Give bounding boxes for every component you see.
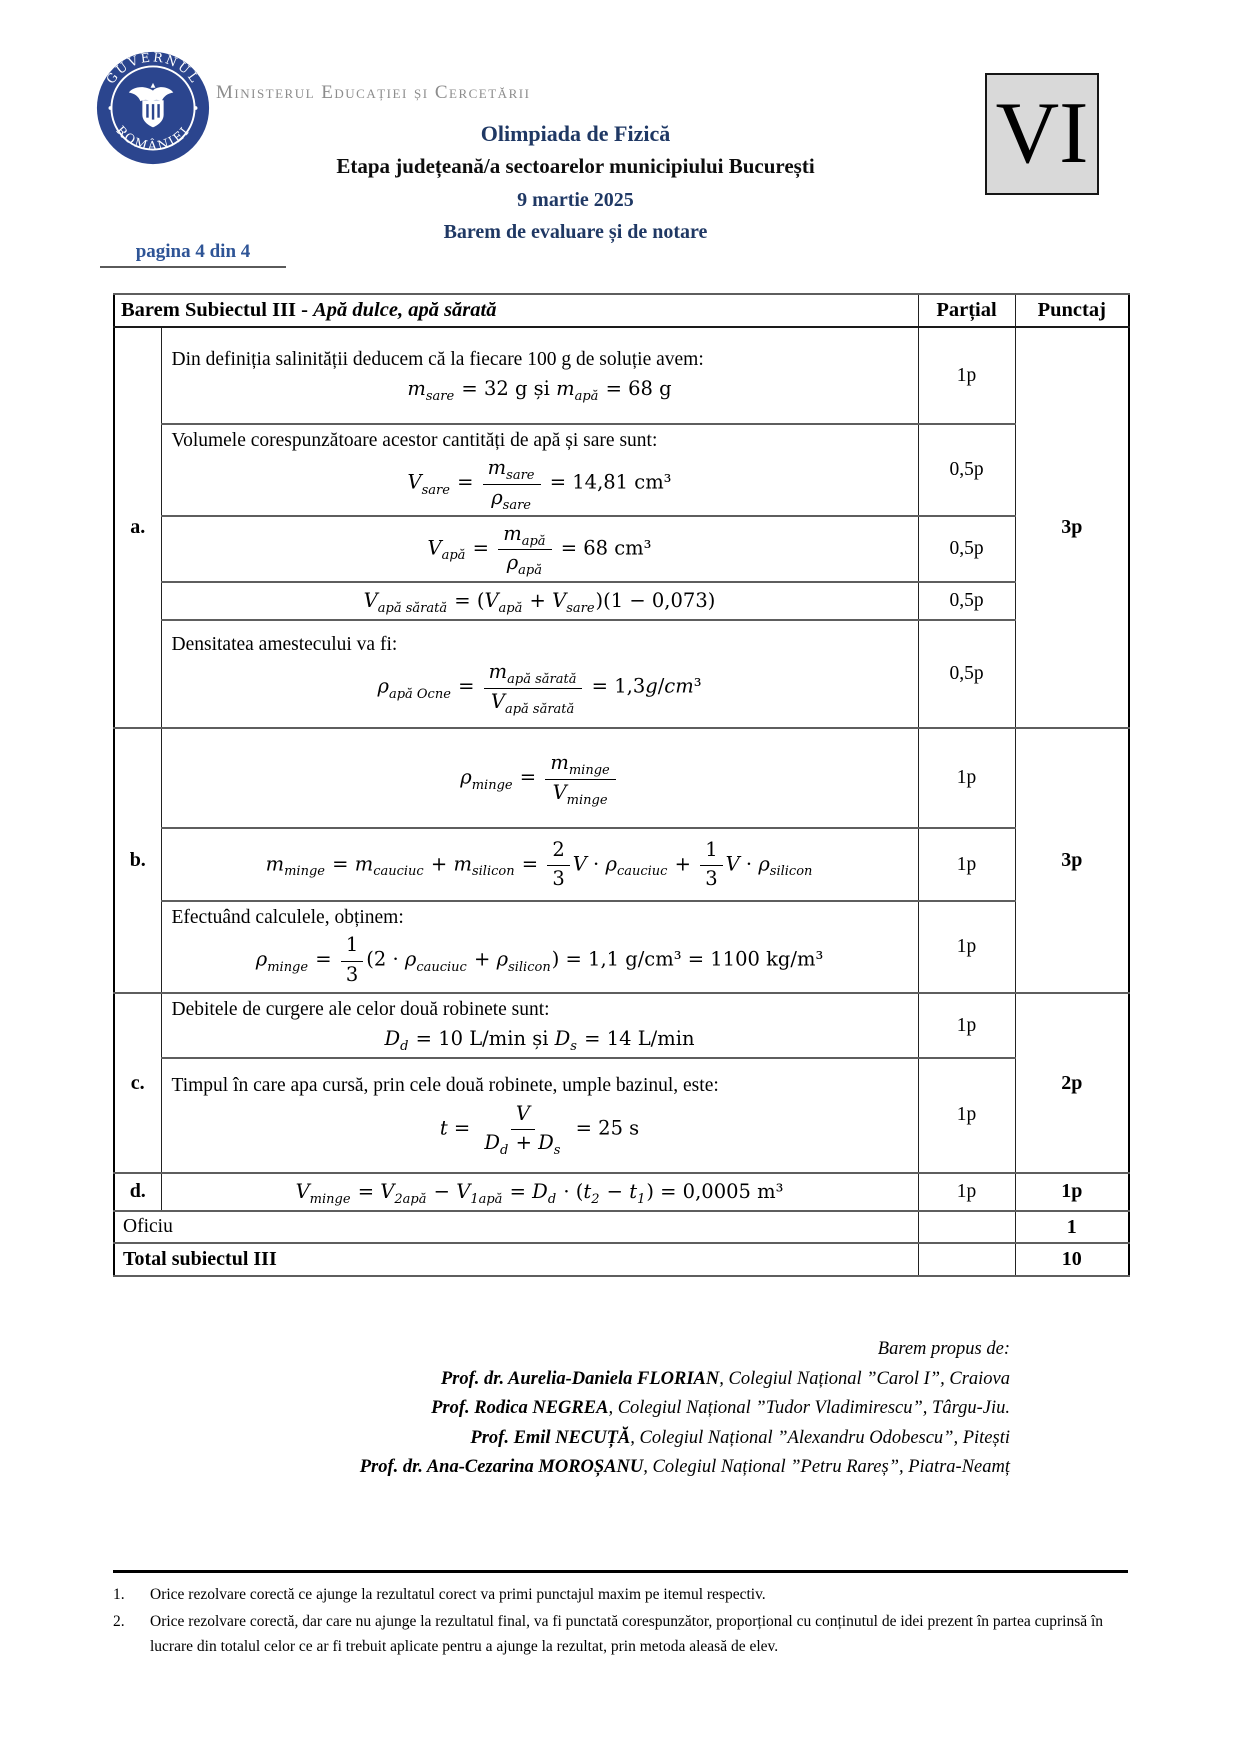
table-row bbox=[114, 1211, 1129, 1243]
criterion-formula: mminge = mcauciuc + msilicon = $\frac{2}{3}$ V · ρcauciuc + $\frac{1}{3}$ V · ρsilicon bbox=[265, 837, 813, 891]
table-title-topic: Apă dulce, apă sărată bbox=[313, 299, 497, 321]
total-label: Total subiectul III bbox=[114, 1243, 918, 1276]
credit-affiliation: , Colegiul Național ”Tudor Vladimirescu”, Târgu-Jiu. bbox=[608, 1398, 1010, 1418]
page-title: Olimpiada de Fizică bbox=[480, 121, 671, 146]
criterion-text: Densitatea amestecului va fi: bbox=[171, 634, 398, 656]
table-row bbox=[114, 993, 1129, 1058]
credits-heading: Barem propus de: bbox=[877, 1339, 1010, 1359]
oficiu-points: 1 bbox=[1015, 1211, 1129, 1243]
criterion-text: Din definiția salinității deducem că la fiecare 100 g de soluție avem: bbox=[171, 349, 704, 371]
criterion-cell bbox=[161, 993, 918, 1058]
partial-points: 1p bbox=[918, 1173, 1015, 1211]
footer-divider bbox=[113, 1570, 1128, 1573]
grade-badge: VI bbox=[985, 73, 1099, 195]
item-label-d: d. bbox=[114, 1173, 161, 1211]
credit-author: Prof. dr. Aurelia-Daniela FLORIAN bbox=[440, 1368, 720, 1389]
criterion-text: Debitele de curgere ale celor două robinete sunt: bbox=[171, 999, 550, 1021]
stage-subtitle: Etapa județeană/a sectoarelor municipiului București bbox=[336, 154, 815, 178]
table-row bbox=[114, 582, 1129, 620]
table-title-prefix: Barem Subiectul III - bbox=[121, 299, 314, 321]
credit-line bbox=[113, 1424, 1010, 1454]
table-row bbox=[114, 1173, 1129, 1211]
credit-line bbox=[113, 1365, 1010, 1395]
barem-table bbox=[113, 293, 1130, 1277]
item-label-a: a. bbox=[114, 327, 161, 728]
partial-points: 1p bbox=[918, 728, 1015, 828]
criterion-formula: ρminge = $\frac{\text{mminge}}{\text{Vminge}}$ bbox=[172, 751, 908, 805]
partial-points bbox=[918, 1211, 1015, 1243]
criterion-cell bbox=[161, 901, 918, 993]
table-row bbox=[114, 424, 1129, 516]
partial-points: 0,5p bbox=[918, 424, 1015, 516]
partial-points: 1p bbox=[918, 327, 1015, 424]
item-label-b: b. bbox=[114, 728, 161, 993]
credit-line bbox=[113, 1453, 1010, 1483]
col-header-partial: Parțial bbox=[918, 294, 1015, 327]
criterion-formula: t = $\frac{V}{Dd + Ds}$ = 25 s bbox=[439, 1101, 640, 1158]
partial-points: 1p bbox=[918, 828, 1015, 901]
criterion-cell bbox=[161, 582, 918, 620]
footnote-text: Orice rezolvare corectă, dar care nu ajunge la rezultatul final, va fi punctată corespunzător, proporțional cu conținutul de idei prezent în partea cuprinsă în lucrare din totalul celor ce ar fi trebuit aplicate pentru a ajunge la rezultat, prin metoda aleasă de elev. bbox=[150, 1612, 1104, 1655]
credit-affiliation: , Colegiul Național ”Carol I”, Craiova bbox=[719, 1368, 1010, 1389]
ministry-name: Ministerul Educației și Cercetării bbox=[216, 82, 531, 103]
credit-author: Prof. Rodica NEGREA bbox=[431, 1398, 609, 1418]
table-row bbox=[114, 901, 1129, 993]
footnote-number: 1. bbox=[113, 1586, 125, 1603]
table-row bbox=[114, 620, 1129, 728]
oficiu-label: Oficiu bbox=[114, 1211, 918, 1243]
table-row bbox=[114, 1243, 1129, 1276]
partial-points: 1p bbox=[918, 993, 1015, 1058]
criterion-formula: Dd = 10 L/min și Ds = 14 L/min bbox=[384, 1026, 695, 1054]
page-number-wrap bbox=[100, 241, 286, 268]
criterion-formula: Vapă = $\frac{\text{mapă}}{\text{ρapă}}$ = 68 cm³ bbox=[427, 522, 652, 579]
criterion-cell bbox=[161, 424, 918, 516]
criterion-formula: msare = 32 g și mapă = 68 g bbox=[407, 376, 672, 404]
page-number: pagina 4 din 4 bbox=[135, 241, 251, 262]
credit-author: Prof. Emil NECUȚĂ bbox=[470, 1427, 631, 1448]
partial-points: 1p bbox=[918, 901, 1015, 993]
credit-affiliation: , Colegiul Național ”Petru Rareș”, Piatra-Neamț bbox=[643, 1457, 1010, 1477]
logo-text-bottom: ROMÂNIEI bbox=[113, 122, 193, 154]
criterion-cell bbox=[161, 327, 918, 424]
partial-points: 0,5p bbox=[918, 620, 1015, 728]
partial-points: 0,5p bbox=[918, 582, 1015, 620]
credits-block bbox=[113, 1335, 1010, 1483]
event-date: 9 martie 2025 bbox=[517, 189, 634, 211]
criterion-cell bbox=[161, 728, 918, 828]
table-title bbox=[114, 294, 918, 327]
footnotes bbox=[113, 1583, 1135, 1661]
criterion-text: Volumele corespunzătoare acestor cantități de apă și sare sunt: bbox=[171, 430, 658, 451]
section-points-d: 1p bbox=[1015, 1173, 1129, 1211]
credit-affiliation: , Colegiul Național ”Alexandru Odobescu”, Pitești bbox=[630, 1427, 1010, 1448]
total-points: 10 bbox=[1015, 1243, 1129, 1276]
col-header-punctaj: Punctaj bbox=[1015, 294, 1129, 327]
criterion-formula: Vsare = $\frac{\text{msare}}{\text{ρsare}}$ = 14,81 cm³ bbox=[407, 456, 672, 513]
partial-points: 1p bbox=[918, 1058, 1015, 1173]
table-header-row bbox=[114, 294, 1129, 327]
section-points-a: 3p bbox=[1015, 327, 1129, 728]
criterion-cell bbox=[161, 620, 918, 728]
footnote bbox=[113, 1583, 1135, 1608]
criterion-cell bbox=[161, 1173, 918, 1211]
criterion-formula: ρminge = $\frac{1}{3}$ (2 · ρcauciuc + ρsilicon) = 1,1 g/cm³ = 1100 kg/m³ bbox=[255, 933, 824, 986]
logo-text-top: GUVERNUL bbox=[102, 50, 204, 87]
footnote-number: 2. bbox=[113, 1612, 125, 1630]
title-block bbox=[113, 121, 1038, 244]
criterion-formula: ρapă Ocne = $\frac{\text{mapă sărată}}{\text{Vapă sărată}}$ = 1,3g/cm³ bbox=[377, 660, 702, 717]
section-points-b: 3p bbox=[1015, 728, 1129, 993]
criterion-formula: Vminge = V2apă − V1apă = Dd · (t2 − t1) = 0,0005 m³ bbox=[295, 1179, 784, 1207]
partial-points bbox=[918, 1243, 1015, 1276]
item-label-c: c. bbox=[114, 993, 161, 1173]
criterion-formula: Vapă sărată = (Vapă + Vsare)(1 − 0,073) bbox=[363, 588, 716, 616]
table-row bbox=[114, 327, 1129, 424]
table-row bbox=[114, 516, 1129, 582]
doc-type-title: Barem de evaluare și de notare bbox=[443, 221, 708, 243]
credit-author: Prof. dr. Ana-Cezarina MOROȘANU bbox=[359, 1457, 644, 1477]
credit-line bbox=[113, 1394, 1010, 1424]
criterion-text: Timpul în care apa cursă, prin cele două robinete, umple bazinul, este: bbox=[171, 1075, 719, 1097]
criterion-cell bbox=[161, 1058, 918, 1173]
footnote-text: Orice rezolvare corectă ce ajunge la rezultatul corect va primi punctajul maxim pe itemul respectiv. bbox=[150, 1586, 766, 1603]
criterion-cell bbox=[161, 516, 918, 582]
section-points-c: 2p bbox=[1015, 993, 1129, 1173]
table-row bbox=[114, 728, 1129, 828]
criterion-text: Efectuând calculele, obținem: bbox=[171, 907, 404, 929]
footnote bbox=[113, 1610, 1135, 1660]
criterion-cell bbox=[161, 828, 918, 901]
table-row bbox=[114, 828, 1129, 901]
partial-points: 0,5p bbox=[918, 516, 1015, 582]
table-row bbox=[114, 1058, 1129, 1173]
